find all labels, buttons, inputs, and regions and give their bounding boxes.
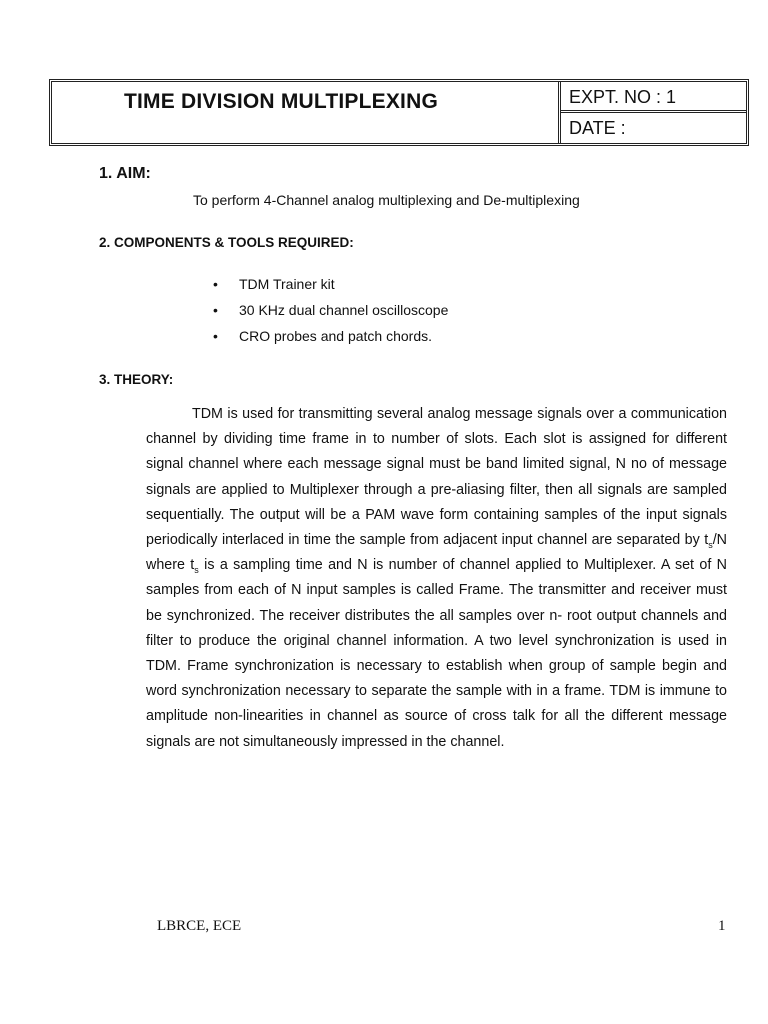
list-item [213,301,448,327]
document-title: TIME DIVISION MULTIPLEXING [124,90,438,113]
components-list [213,275,448,353]
list-item [213,327,448,353]
aim-text: To perform 4-Channel analog multiplexing and De-multiplexing [193,192,580,208]
date-field: DATE : [569,118,626,138]
title-cell [52,82,558,143]
subscript-s: s [708,539,713,550]
theory-text-part-1: TDM is used for transmitting several analog message signals over a communication channel by dividing time frame in to number of slots. Each slot is assigned for different signal channel where each message signal must be band limited signal, N no of message signals are applied to Multiplexer through a pre-aliasing filter, then all signals are sampled sequentially. The output will be a PAM wave form containing samples of the input signals periodically interlaced in time the sample from adjacent input channel are separated by t [146,406,727,549]
list-item-text: 30 KHz dual channel oscilloscope [239,302,449,318]
bullet-icon: • [213,276,218,292]
bullet-icon: • [213,302,218,318]
footer-institution: LBRCE, ECE [157,918,242,934]
bullet-icon: • [213,328,218,344]
list-item-text: CRO probes and patch chords. [239,328,432,344]
list-item-text: TDM Trainer kit [239,276,335,292]
theory-text-part-2: /N where t [146,532,727,574]
components-heading: 2. COMPONENTS & TOOLS REQUIRED: [99,235,354,250]
header-info-column [558,82,746,143]
subscript-s: s [194,565,199,576]
list-item [213,275,448,301]
page-number: 1 [718,918,726,934]
theory-text-part-3: is a sampling time and N is number of channel applied to Multiplexer. A set of N samples from each of N input samples is called Frame. The transmitter and receiver must be synchronized. The receiver distributes the all samples over n- root output channels and filter to produce the original channel information. A two level synchronization is used in TDM. Frame synchronization is necessary to establish when group of sample begin and word synchronization necessary to separate the sample with in a frame. TDM is immune to amplitude non-linearities in channel as source of cross talk for all the different message signals are not simultaneously impressed in the channel. [146,557,727,750]
theory-paragraph [146,402,727,755]
header-table [49,79,749,146]
experiment-number: EXPT. NO : 1 [561,82,746,113]
theory-heading: 3. THEORY: [99,372,174,387]
aim-heading: 1. AIM: [99,165,151,182]
